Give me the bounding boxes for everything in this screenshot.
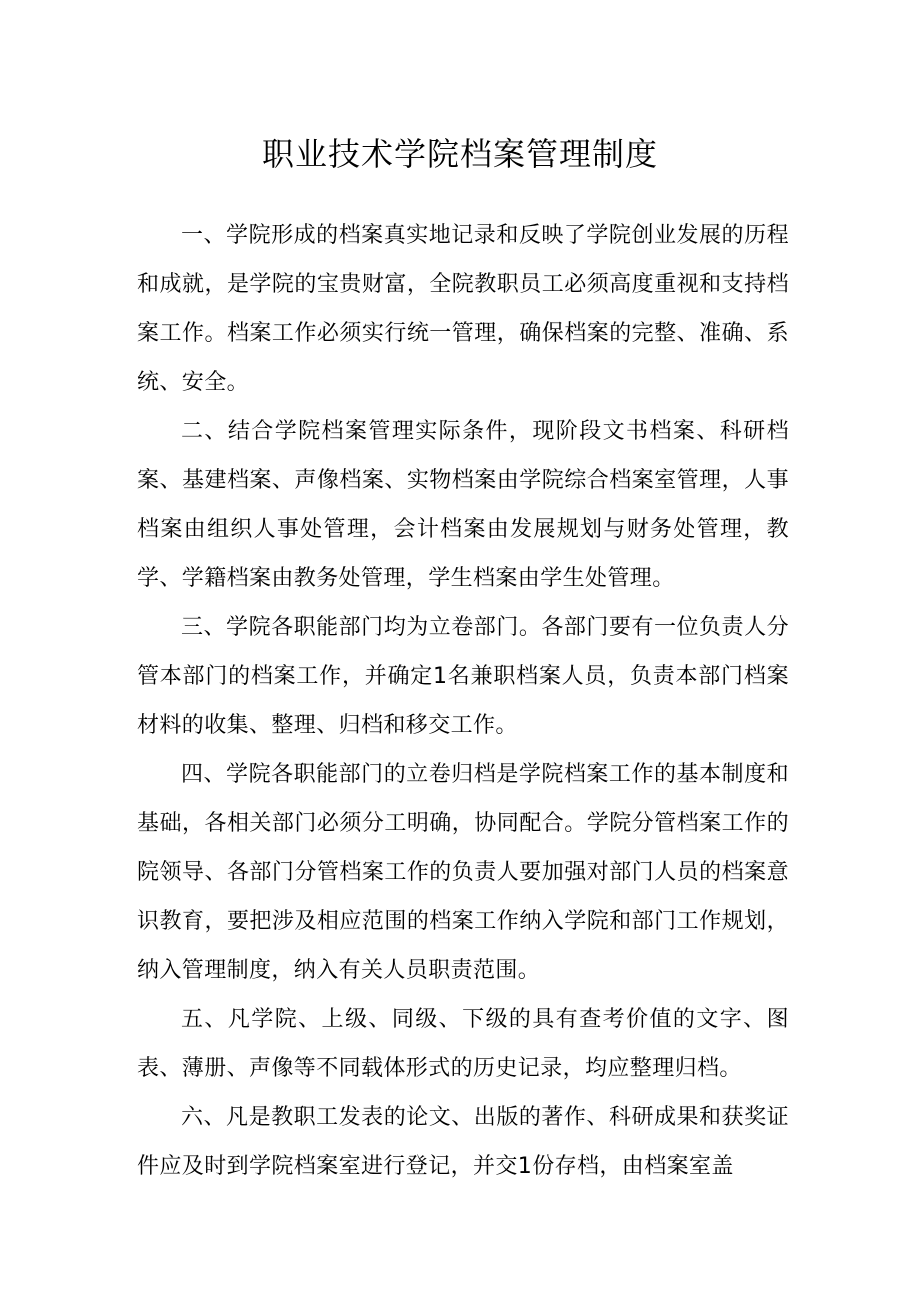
paragraph-1: 一、学院形成的档案真实地记录和反映了学院创业发展的历程和成就，是学院的宝贵财富，全院教职员工必须高度重视和支持档案工作。档案工作必须实行统一管理，确保档案的完整、准确、系统、安全。 bbox=[137, 223, 789, 395]
paragraph-5: 五、凡学院、上级、同级、下级的具有查考价值的文字、图表、薄册、声像等不同载体形式的历史记录，均应整理归档。 bbox=[137, 1007, 789, 1081]
paragraph-4: 四、学院各职能部门的立卷归档是学院档案工作的基本制度和基础，各相关部门必须分工明确，协同配合。学院分管档案工作的院领导、各部门分管档案工作的负责人要加强对部门人员的档案意识教育，要把涉及相应范围的档案工作纳入学院和部门工作规划，纳入管理制度，纳入有关人员职责范围。 bbox=[137, 762, 789, 983]
paragraph-2: 二、结合学院档案管理实际条件，现阶段文书档案、科研档案、基建档案、声像档案、实物档案由学院综合档案室管理，人事档案由组织人事处管理，会计档案由发展规划与财务处管理，教学、学籍档案由教务处管理，学生档案由学生处管理。 bbox=[137, 419, 789, 591]
document-body bbox=[137, 211, 789, 1191]
document-title: 职业技术学院档案管理制度 bbox=[261, 135, 658, 173]
paragraph-6: 六、凡是教职工发表的论文、出版的著作、科研成果和获奖证件应及时到学院档案室进行登记，并交1份存档，由档案室盖 bbox=[137, 1105, 789, 1179]
paragraph-3: 三、学院各职能部门均为立卷部门。各部门要有一位负责人分管本部门的档案工作，并确定1名兼职档案人员，负责本部门档案材料的收集、整理、归档和移交工作。 bbox=[137, 615, 789, 738]
